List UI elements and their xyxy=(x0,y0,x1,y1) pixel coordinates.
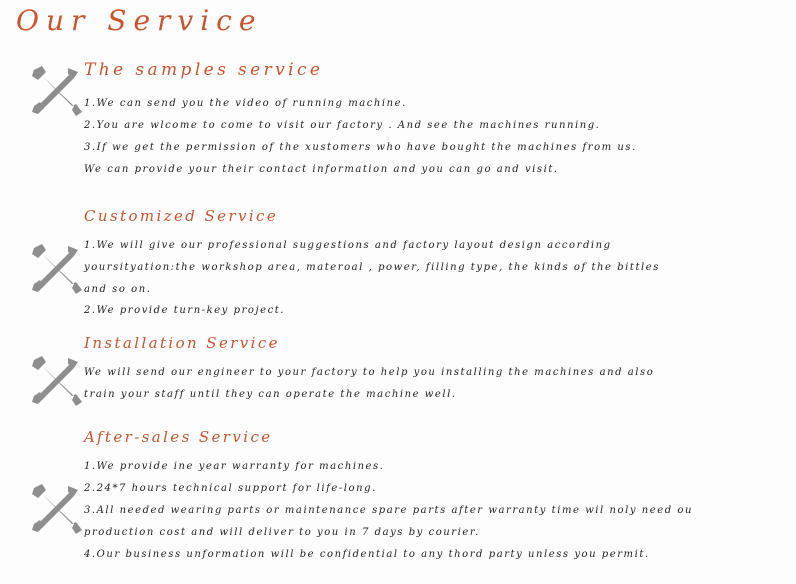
wrench-screwdriver-icon xyxy=(28,352,84,408)
section-heading: Installation Service xyxy=(84,334,280,352)
section-line: We can provide your their contact information and you can go and visit. xyxy=(84,164,559,175)
section-line: train your staff until they can operate the machine well. xyxy=(84,389,457,400)
section-line: 3.All needed wearing parts or maintenance spare parts after warranty time wil noly need ou xyxy=(84,505,693,516)
section-line: 1.We provide ine year warranty for machines. xyxy=(84,461,385,472)
section-line: 2.We provide turn-key project. xyxy=(84,305,286,316)
section-line: 2.24*7 hours technical support for life-long. xyxy=(84,483,377,494)
section-line: production cost and will deliver to you in 7 days by courier. xyxy=(84,527,480,538)
section-line: We will send our engineer to your factory to help you installing the machines and also xyxy=(84,367,655,378)
wrench-screwdriver-icon xyxy=(28,240,84,296)
section-heading: After-sales Service xyxy=(84,428,273,446)
wrench-screwdriver-icon xyxy=(28,480,84,536)
section-line: 3.If we get the permission of the xustomers who have bought the machines from us. xyxy=(84,142,637,153)
page-title: Our Service xyxy=(16,4,263,37)
section-line: 2.You are wlcome to come to visit our factory . And see the machines running. xyxy=(84,120,601,131)
section-line: and so on. xyxy=(84,284,152,295)
section-line: 4.Our business unformation will be confidential to any thord party unless you permit. xyxy=(84,549,650,560)
wrench-screwdriver-icon xyxy=(28,62,84,118)
section-line: 1.We will give our professional suggestions and factory layout design according xyxy=(84,240,612,251)
section-line: 1.We can send you the video of running machine. xyxy=(84,98,407,109)
section-heading: The samples service xyxy=(84,60,324,80)
section-line: yoursityation:the workshop area, materoal , power, filling type, the kinds of the bittles xyxy=(84,262,660,273)
section-heading: Customized Service xyxy=(84,207,279,225)
